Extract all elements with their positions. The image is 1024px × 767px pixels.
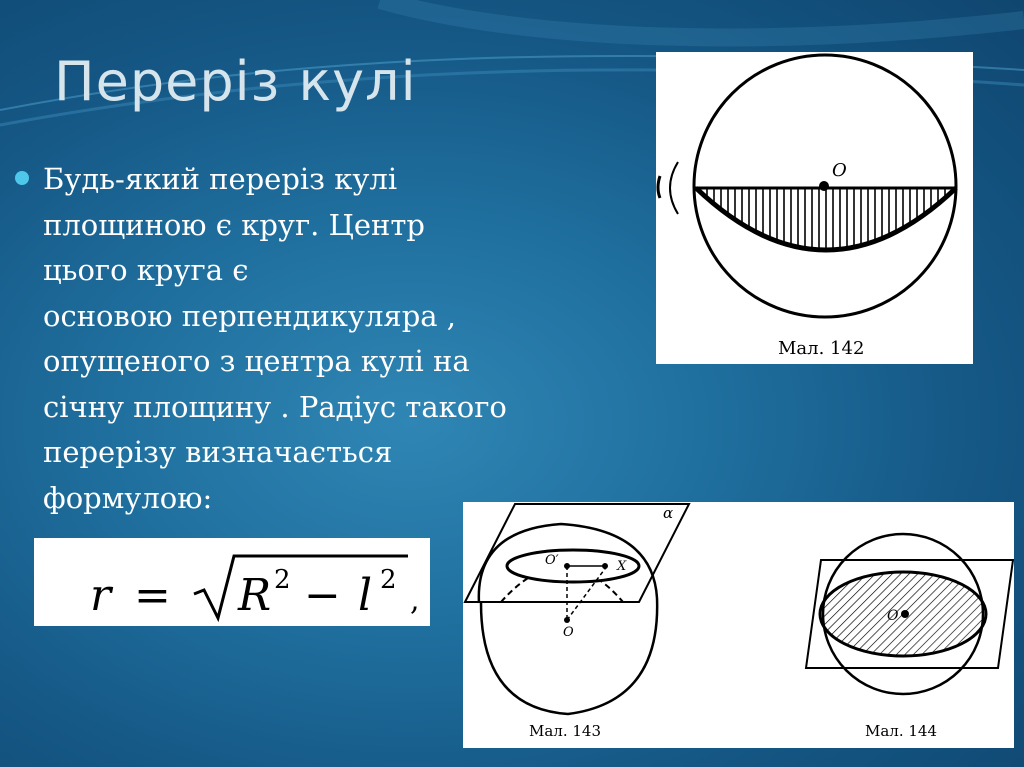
- formula-r: r: [90, 570, 112, 621]
- center-144: [901, 610, 909, 618]
- plane-label: α: [663, 504, 674, 522]
- figure-144: [806, 534, 1013, 740]
- rotation-arrow: [670, 162, 678, 214]
- axis-mark: [658, 176, 660, 198]
- formula-exp1: 2: [274, 565, 291, 595]
- figure-143-144: [463, 502, 1014, 748]
- formula-l: l: [358, 570, 373, 621]
- bullet-text: Будь-який переріз кулі площиною є круг. Центр цього круга є основою перпендикуляра , опущеного з центра кулі на січну площину . Радіус такого перерізу визначається формулою:: [43, 162, 507, 515]
- caption-142: Мал. 142: [778, 338, 865, 359]
- formula: [34, 538, 430, 626]
- caption-143: Мал. 143: [529, 722, 601, 740]
- bullet-icon: [15, 171, 29, 185]
- x-label: X: [617, 559, 627, 574]
- formula-minus: −: [304, 570, 341, 621]
- formula-equals: =: [134, 570, 171, 621]
- figure-143: [465, 504, 689, 740]
- slide-title: Переріз кулі: [54, 50, 417, 113]
- caption-144: Мал. 144: [865, 722, 937, 740]
- figure-142: [656, 52, 973, 364]
- formula-R: R: [238, 570, 272, 621]
- center-144-label: O: [887, 608, 899, 624]
- o-label: O: [563, 625, 574, 640]
- sqrt-sign: [194, 556, 408, 618]
- formula-exp2: 2: [380, 565, 397, 595]
- center-label: O: [832, 160, 847, 181]
- formula-comma: ,: [410, 583, 420, 618]
- center-point: [819, 181, 829, 191]
- formula-box: [34, 538, 430, 626]
- o-prime-label: O′: [545, 553, 559, 568]
